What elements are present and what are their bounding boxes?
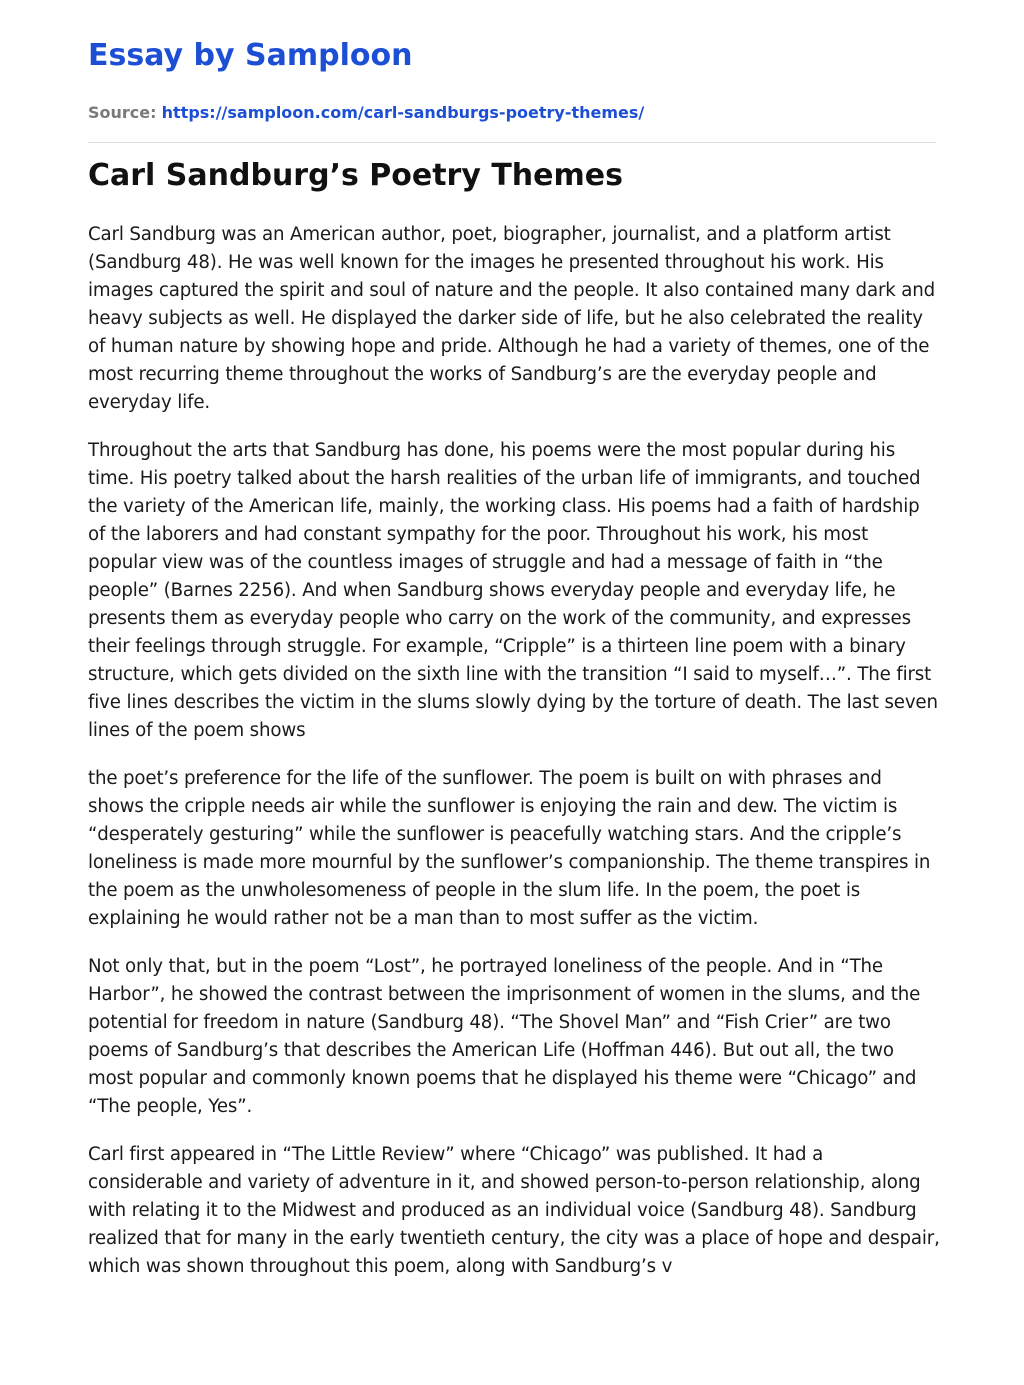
site-brand-title[interactable]: Essay by Samploon: [88, 38, 413, 73]
source-label: Source:: [88, 103, 157, 122]
essay-paragraph-5: Carl first appeared in “The Little Review” where “Chicago” was published. It had a considerable and variety of adventure in it, and showed person-to-person relationship, along with relating it to the Midwest and produced as an individual voice (Sandburg 48). Sandburg realized that for many in the early twentieth century, the city was a place of hope and despair, which was shown throughout this poem, along with Sandburg’s v: [88, 1144, 940, 1277]
header-divider: [88, 142, 936, 143]
essay-paragraph-4: Not only that, but in the poem “Lost”, he portrayed loneliness of the people. And in “The Harbor”, he showed the contrast between the imprisonment of women in the slums, and the potential for freedom in nature (Sandburg 48). “The Shovel Man” and “Fish Crier” are two poems of Sandburg’s that describes the American Life (Hoffman 446). But out all, the two most popular and commonly known poems that he displayed his theme were “Chicago” and “The people, Yes”.: [88, 956, 921, 1117]
source-line: [88, 101, 644, 125]
essay-title: Carl Sandburg’s Poetry Themes: [88, 158, 623, 193]
source-link[interactable]: https://samploon.com/carl-sandburgs-poetry-themes/: [161, 103, 645, 122]
essay-body: [88, 221, 940, 1301]
essay-paragraph-1: Carl Sandburg was an American author, poet, biographer, journalist, and a platform artist (Sandburg 48). He was well known for the images he presented throughout his work. His images captured the spirit and soul of nature and the people. It also contained many dark and heavy subjects as well. He displayed the darker side of life, but he also celebrated the reality of human nature by showing hope and pride. Although he had a variety of themes, one of the most recurring theme throughout the works of Sandburg’s are the everyday people and everyday life.: [88, 224, 936, 413]
essay-paragraph-3: the poet’s preference for the life of the sunflower. The poem is built on with phrases and shows the cripple needs air while the sunflower is enjoying the rain and dew. The victim is “desperately gesturing” while the sunflower is peacefully watching stars. And the cripple’s loneliness is made more mournful by the sunflower’s companionship. The theme transpires in the poem as the unwholesomeness of people in the slum life. In the poem, the poet is explaining he would rather not be a man than to most suffer as the victim.: [88, 768, 931, 929]
essay-paragraph-2: Throughout the arts that Sandburg has done, his poems were the most popular during his time. His poetry talked about the harsh realities of the urban life of immigrants, and touched the variety of the American life, mainly, the working class. His poems had a faith of hardship of the laborers and had constant sympathy for the poor. Throughout his work, his most popular view was of the countless images of struggle and had a message of faith in “the people” (Barnes 2256). And when Sandburg shows everyday people and everyday life, he presents them as everyday people who carry on the work of the community, and expresses their feelings through struggle. For example, “Cripple” is a thirteen line poem with a binary structure, which gets divided on the sixth line with the transition “I said to myself…”. The first five lines describes the victim in the slums slowly dying by the torture of death. The last seven lines of the poem shows: [88, 440, 938, 741]
